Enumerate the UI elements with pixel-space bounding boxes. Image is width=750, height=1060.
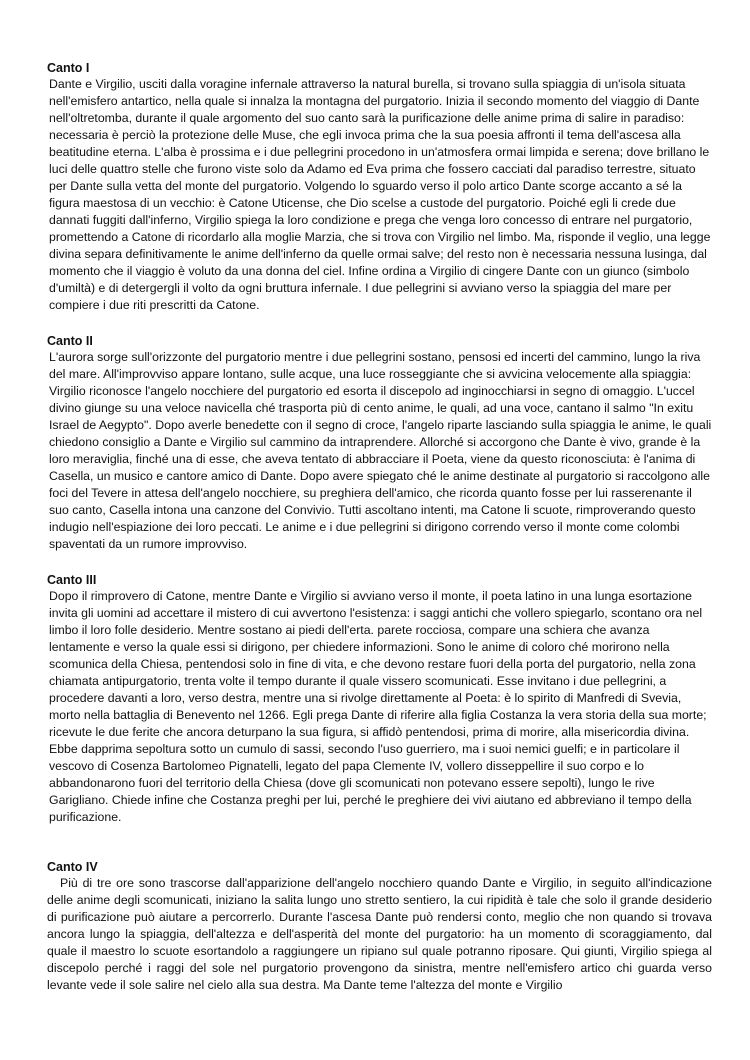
canto-2-body: L'aurora sorge sull'orizzonte del purgatorio mentre i due pellegrini sostano, pensosi ed incerti del cammino, lungo la riva del mare. All'improvviso appare lontano, sulle acque, una luce rosseggiante che si avvicina velocemente alla spiaggia: Virgilio riconosce l'angelo nocchiere del purgatorio ed esorta il discepolo ad inginocchiarsi in segno di omaggio. L'uccel divino giunge su una veloce navicella ché trasporta più di cento anime, le quali, ad una voce, cantano il salmo "In exitu Israel de Aegypto". Dopo averle benedette con il segno di croce, l'angelo riparte lasciando sulla spiaggia le anime, le quali chiedono consiglio a Dante e Virgilio sul cammino da intraprendere. Allorché si accorgono che Dante è vivo, grande è la loro meraviglia, finché una di esse, che aveva tentato di abbracciare il Poeta, viene da questo riconosciuta: è l'anima di Casella, un musico e cantore amico di Dante. Dopo avere spiegato ché le anime destinate al purgatorio si raccolgono alle foci del Tevere in attesa dell'angelo nocchiere, su preghiera dell'amico, che ricorda quanto fosse per lui rasserenante il suo canto, Casella intona una canzone del Convivio. Tutti ascoltano intenti, ma Catone li scuote, rimproverando questo indugio nell'espiazione dei loro peccati. Le anime e i due pellegrini si dirigono correndo verso il monte come colombi spaventati da un rumore improvviso. (49, 350, 712, 551)
canto-2-section (47, 333, 712, 553)
canto-3-section (47, 572, 712, 826)
canto-2-title: Canto II (47, 334, 93, 348)
canto-1-section (47, 60, 712, 314)
canto-1-title: Canto I (47, 61, 90, 75)
canto-3-title: Canto III (47, 573, 97, 587)
canto-3-body: Dopo il rimprovero di Catone, mentre Dante e Virgilio si avviano verso il monte, il poeta latino in una lunga esortazione invita gli uomini ad accettare il mistero di cui avvertono l'esistenza: i saggi antichi che vollero spiegarlo, scontano ora nel limbo il loro folle desiderio. Mentre sostano ai piedi dell'erta. parete rocciosa, compare una schiera che avanza lentamente e verso la quale essi si dirigono, per chiedere informazioni. Sono le anime di coloro ché morirono nella scomunica della Chiesa, pentendosi solo in fine di vita, e che devono restare fuori della porta del purgatorio, nella zona chiamata antipurgatorio, trenta volte il tempo durante il quale vissero scomunicati. Esse invitano i due pellegrini, a procedere davanti a loro, verso destra, mentre una si rivolge direttamente al Poeta: è lo spirito di Manfredi di Svevia, morto nella battaglia di Benevento nel 1266. Egli prega Dante di riferire alla figlia Costanza la vera storia della sua morte; ricevute le due ferite che ancora deturpano la sua figura, si affidò pentendosi, prima di morire, alla misericordia divina. Ebbe dapprima sepoltura sotto un cumulo di sassi, secondo l'uso guerriero, ma i suoi nemici guelfi; e in particolare il vescovo di Cosenza Bartolomeo Pignatelli, legato del papa Clemente IV, vollero disseppellire il suo corpo e lo abbandonarono fuori del territorio della Chiesa (dove gli scomunicati non potevano essere sepolti), lungo le rive Garigliano. Chiede infine che Costanza preghi per lui, perché le preghiere dei vivi aiutano ed abbreviano il tempo della purificazione. (49, 589, 707, 824)
canto-1-body: Dante e Virgilio, usciti dalla voragine infernale attraverso la natural burella, si trovano sulla spiaggia di un'isola situata nell'emisfero antartico, nella quale si innalza la montagna del purgatorio. Inizia il secondo momento del viaggio di Dante nell'oltretomba, durante il quale argomento del suo canto sarà la purificazione delle anime prima di salire in paradiso: necessaria è perciò la protezione delle Muse, che egli invoca prima che la sua poesia affronti il tema dell'ascesa alla beatitudine eterna. L'alba è prossima e i due pellegrini procedono in un'atmosfera ormai limpida e serena; dove brillano le luci delle quattro stelle che furono viste solo da Adamo ed Eva prima che fossero cacciati dal paradiso terrestre, situato per Dante sulla vetta del monte del purgatorio. Volgendo lo sguardo verso il polo artico Dante scorge accanto a sé la figura maestosa di un vecchio: è Catone Uticense, che Dio scelse a custode del purgatorio. Poiché egli li crede due dannati fuggiti dall'inferno, Virgilio spiega la loro condizione e prega che venga loro concesso di entrare nel purgatorio, promettendo a Catone di ricordarlo alla moglie Marzia, che si trova con Virgilio nel limbo. Ma, risponde il veglio, una legge divina separa definitivamente le anime dell'inferno da quelle ormai salve; del resto non è necessaria nessuna lusinga, dal momento che il viaggio è voluto da una donna del ciel. Infine ordina a Virgilio di cingere Dante con un giunco (simbolo d'umiltà) e di detergergli il volto da ogni bruttura infernale. I due pellegrini si avviano verso la spiaggia del mare per compiere i due riti prescritti da Catone. (49, 77, 711, 312)
canto-4-title: Canto IV (47, 860, 98, 874)
canto-4-section (47, 859, 712, 994)
canto-4-body: Più di tre ore sono trascorse dall'apparizione dell'angelo nocchiero quando Dante e Virgilio, in seguito all'indicazione delle anime degli scomunicati, iniziano la salita lungo uno stretto sentiero, la cui ripidità è tale che solo il grande desiderio di purificazione può aiutare a percorrerlo. Durante l'ascesa Dante può rendersi conto, meglio che non quando si trovava ancora lungo la spiaggia, dell'altezza e dell'asperità del monte del purgatorio: ha un momento di scoraggiamento, dal quale il maestro lo scuote esortandolo a raggiungere un ripiano sul quale potranno riposare. Qui giunti, Virgilio spiega al discepolo perché i raggi del sole nel purgatorio provengono da sinistra, mentre nell'emisfero artico chi guarda verso levante vede il sole salire nel cielo alla sua destra. Ma Dante teme l'altezza del monte e Virgilio (47, 876, 712, 992)
